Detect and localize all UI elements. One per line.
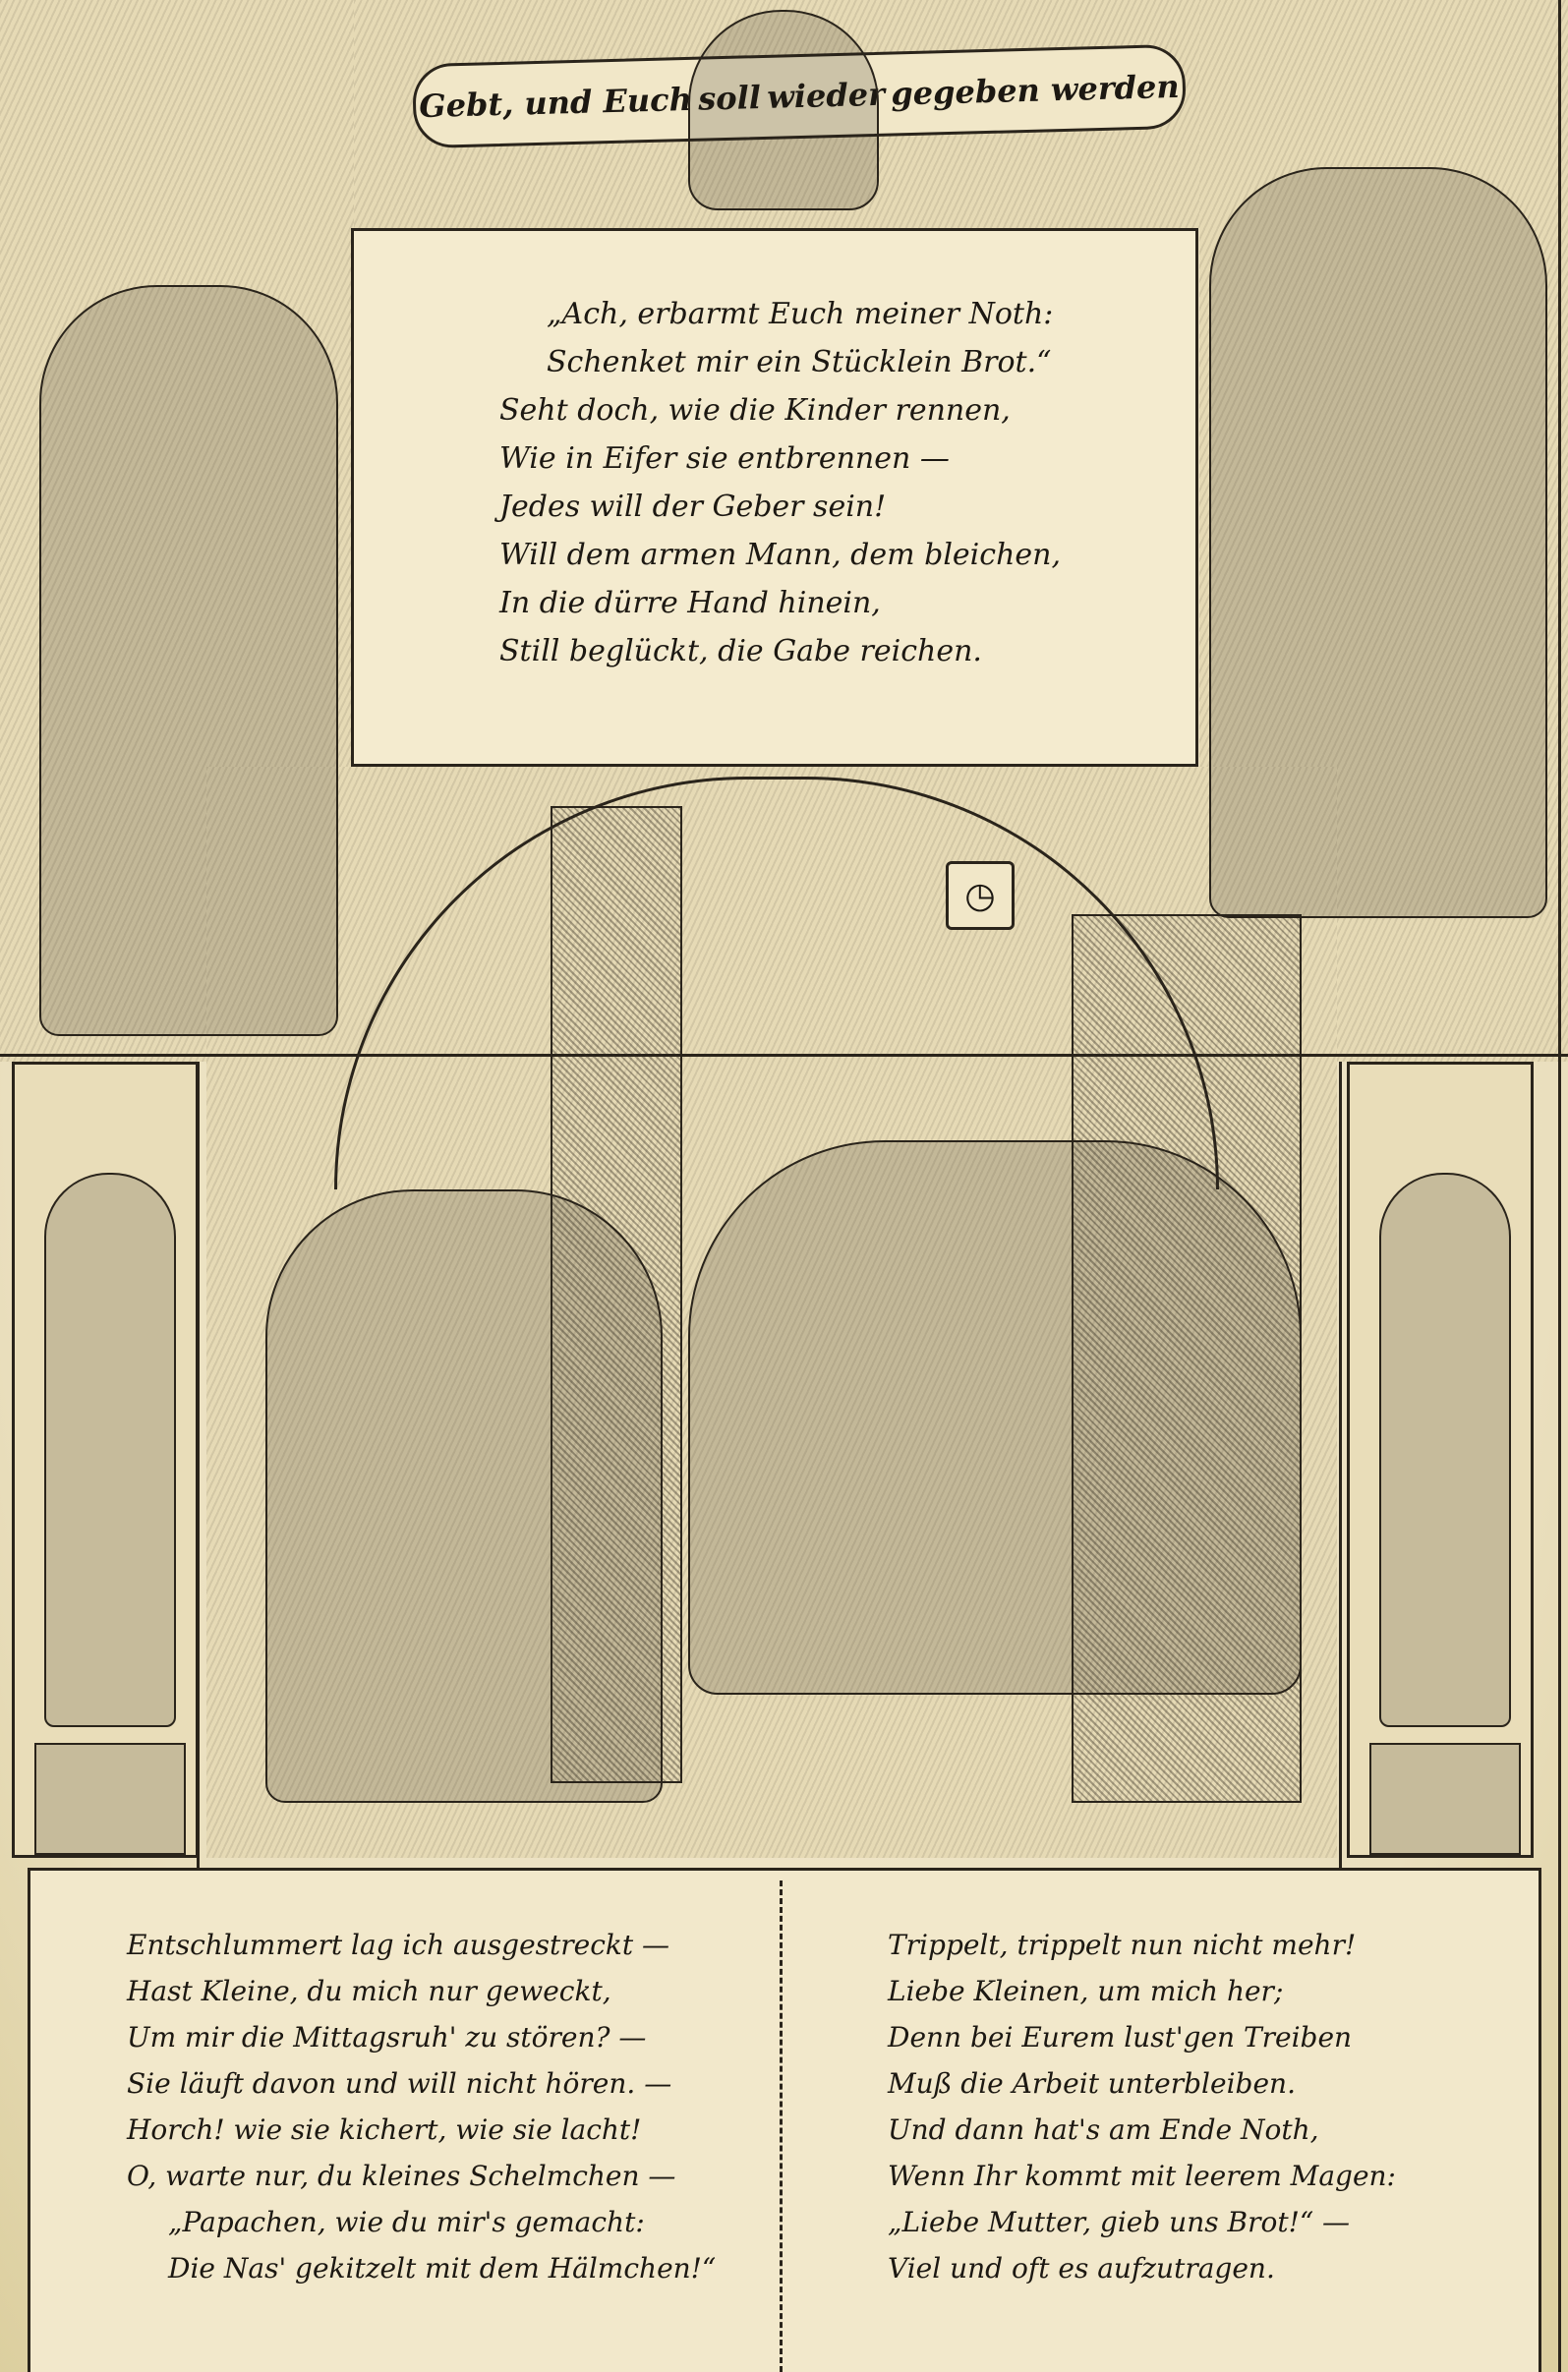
angel-niche-left [12,1062,199,1858]
verse-line: Still beglückt, die Gabe reichen. [499,634,982,668]
angel-figure-icon [688,10,879,210]
verse-line: „Ach, erbarmt Euch meiner Noth: [547,297,1054,331]
pedestal [34,1743,186,1855]
frame-line [1558,0,1561,2372]
verse-line: Hast Kleine, du mich nur geweckt, [127,1975,611,2007]
banner-word: gegeben werden [890,67,1181,113]
verse-line: Muß die Arbeit unterbleiben. [888,2067,1296,2100]
verse-line: „Liebe Mutter, gieb uns Brot!“ — [888,2206,1351,2238]
verse-line: Jedes will der Geber sein! [499,490,887,524]
clock-icon: ◷ [946,861,1015,930]
column-divider [780,1880,783,2372]
verse-line: Wie in Eifer sie entbrennen — [499,441,950,476]
frame-line [197,1062,200,1868]
banner-word: soll [697,79,762,118]
banner-word: Gebt, und Euch [418,80,693,126]
mother-children-figure [1209,167,1547,918]
verse-line: Entschlummert lag ich ausgestreckt — [127,1929,670,1961]
verse-line: Wenn Ihr kommt mit leerem Magen: [888,2160,1396,2192]
bottom-verse-panel [28,1868,1541,2372]
pedestal [1369,1743,1521,1855]
frame-line [0,1054,1568,1057]
banner-word: wieder [766,75,886,116]
verse-line: Horch! wie sie kichert, wie sie lacht! [127,2113,642,2146]
verse-line: „Papachen, wie du mir's gemacht: [168,2206,645,2238]
verse-line: Die Nas' gekitzelt mit dem Hälmchen!“ [168,2252,717,2285]
top-verse-box [351,228,1198,767]
verse-line: Liebe Kleinen, um mich her; [888,1975,1284,2007]
bottom-left-verse [127,1922,716,2291]
family-group-figure [39,285,338,1036]
frame-line [1339,1062,1342,1868]
verse-line: Um mir die Mittagsruh' zu stören? — [127,2021,647,2054]
verse-line: Trippelt, trippelt nun nicht mehr! [888,1929,1357,1961]
verse-line: Seht doch, wie die Kinder rennen, [499,393,1011,428]
angel-figure-icon [1379,1173,1511,1727]
verse-line: Will dem armen Mann, dem bleichen, [499,538,1061,572]
angel-figure-icon [44,1173,176,1727]
verse-line: O, warte nur, du kleines Schelmchen — [127,2160,676,2192]
bottom-right-verse [888,1922,1396,2291]
verse-line: Schenket mir ein Stücklein Brot.“ [547,345,1052,379]
verse-line: Sie läuft davon und will nicht hören. — [127,2067,672,2100]
verse-line: Und dann hat's am Ende Noth, [888,2113,1319,2146]
verse-line: In die dürre Hand hinein, [499,586,881,620]
verse-line: Viel und oft es aufzutragen. [888,2252,1275,2285]
angel-niche-right [1347,1062,1534,1858]
verse-line: Denn bei Eurem lust'gen Treiben [888,2021,1353,2054]
